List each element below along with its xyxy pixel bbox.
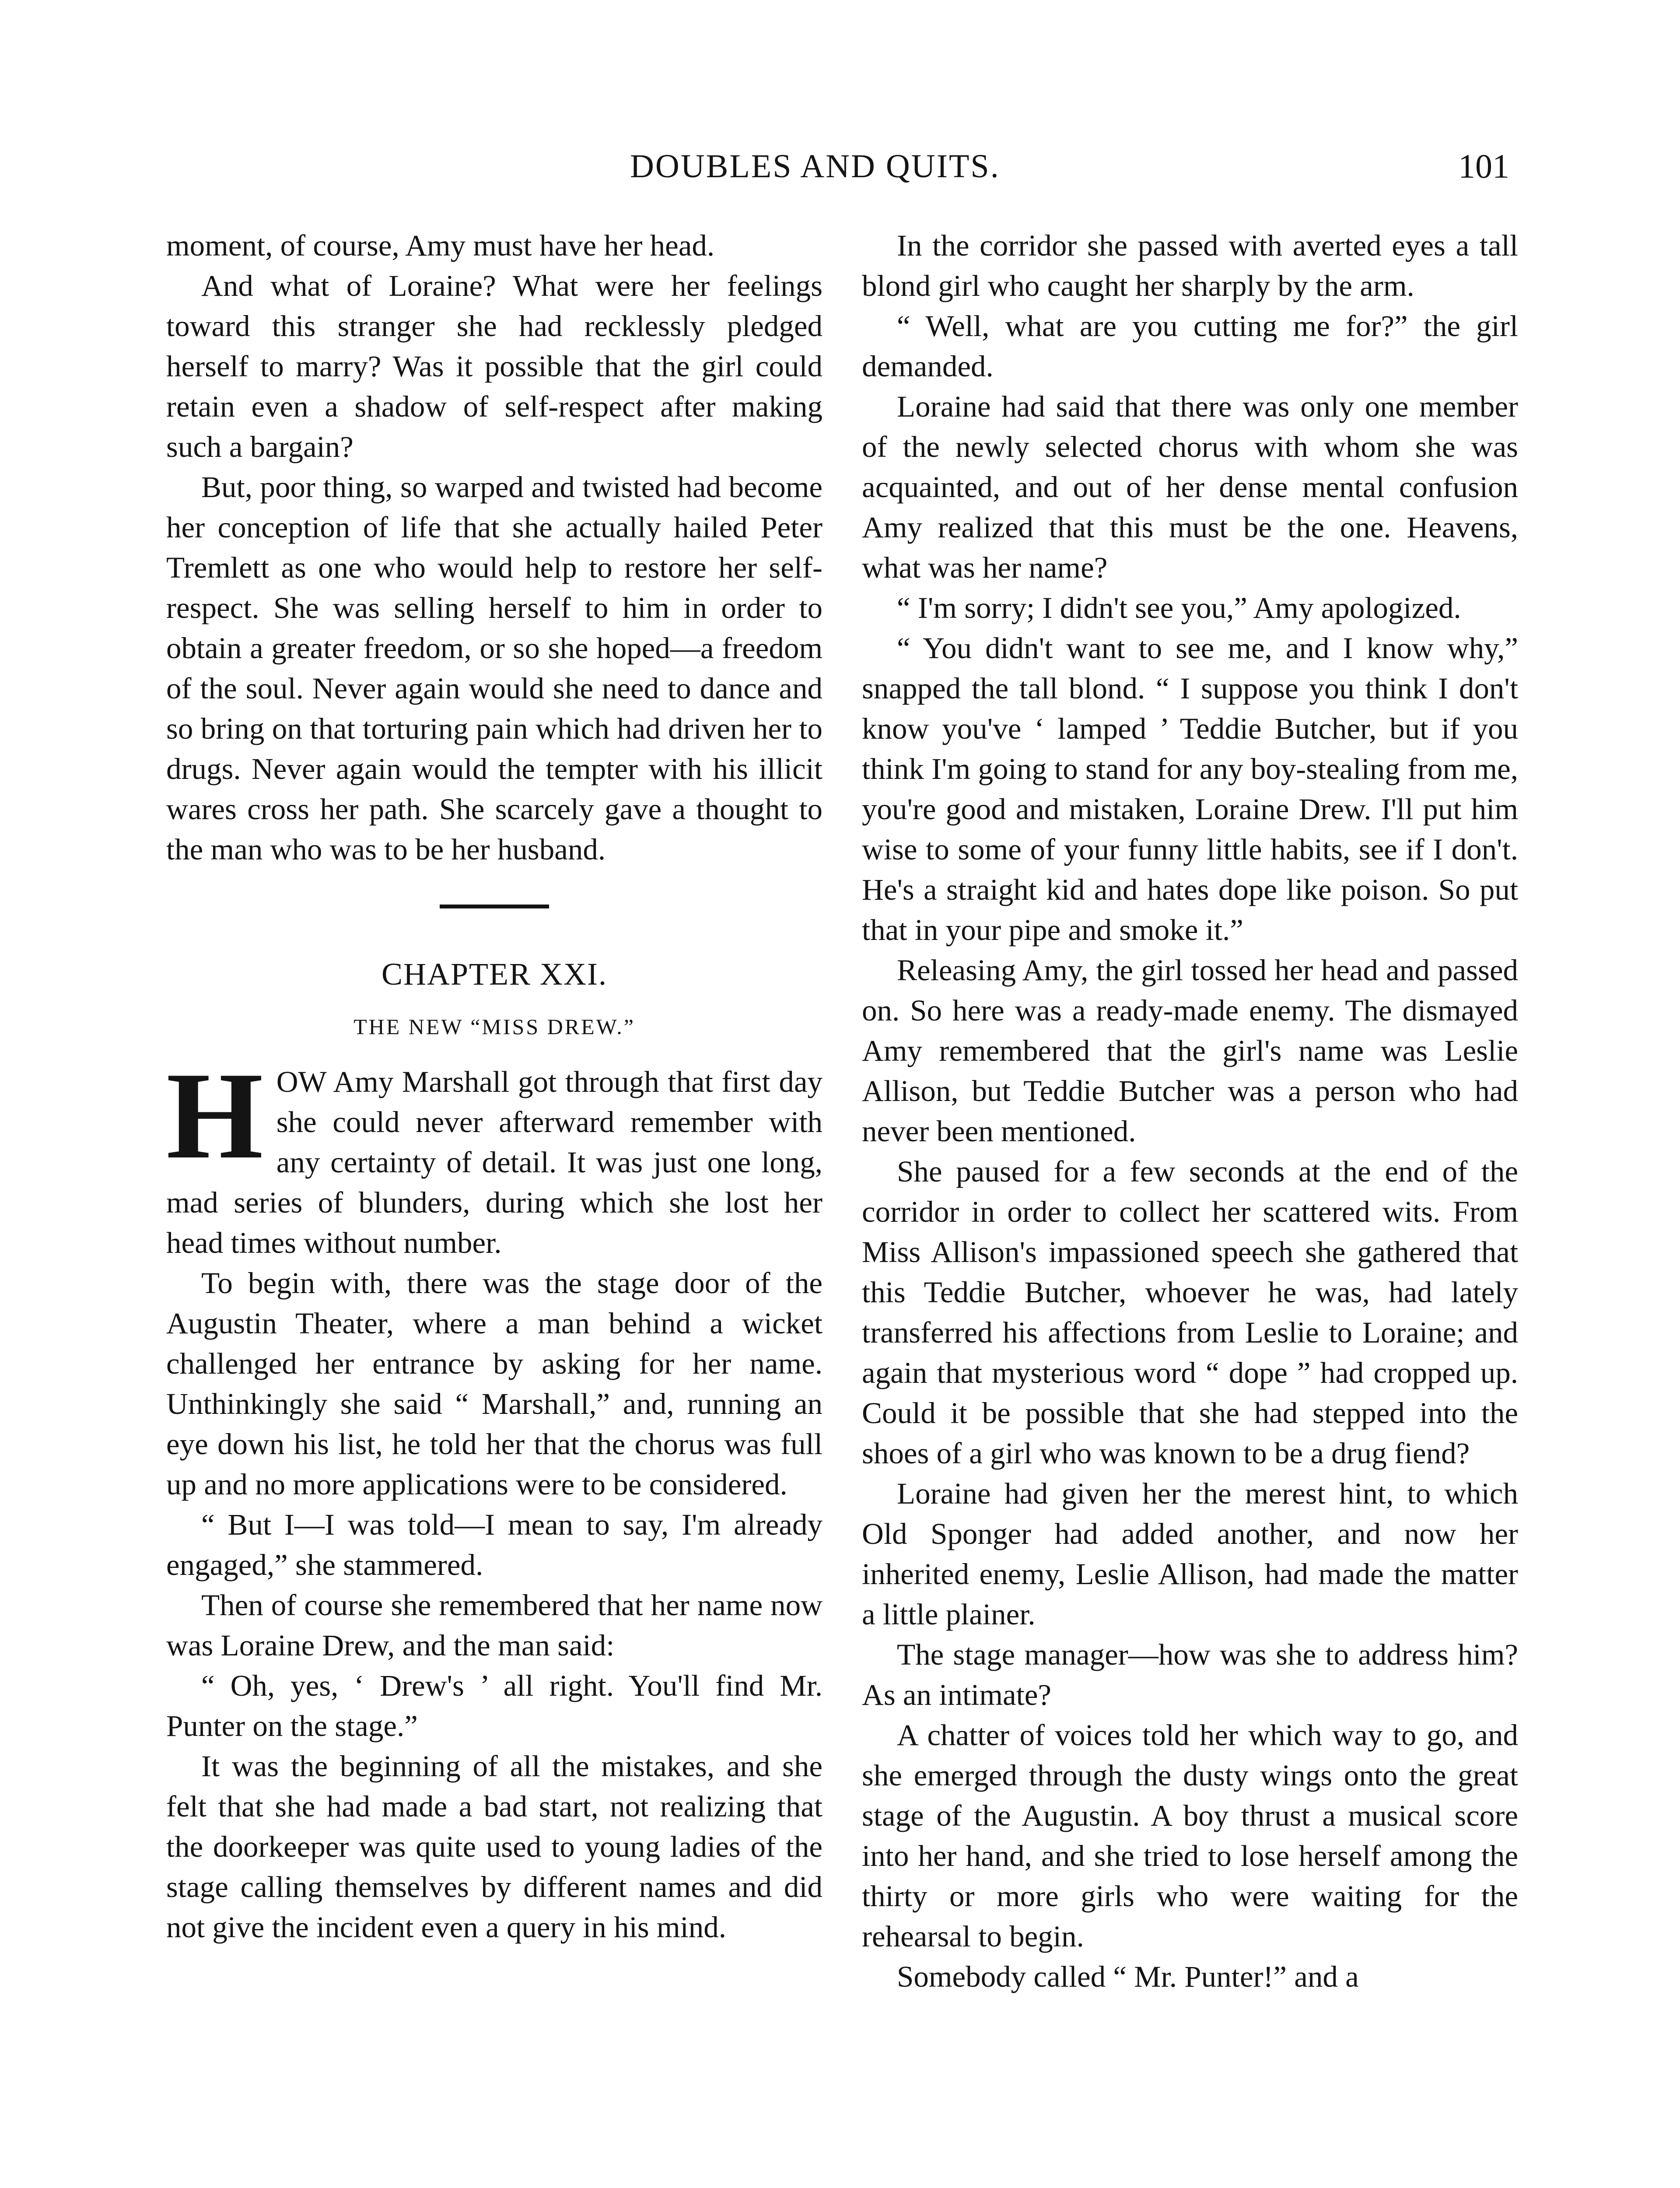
page-number: 101 [1458, 147, 1509, 185]
right-column [862, 225, 1518, 1997]
paragraph: But, poor thing, so warped and twisted had become her conception of life that she actually hailed Peter Tremlett as one who would help to restore her self-respect. She was selling herself to him in order to obtain a greater freedom, or so she hoped—a freedom of the soul. Never again would she need to dance and so bring on that torturing pain which had driven her to drugs. Never again would the tempter with his illicit wares cross her path. She scarcely gave a thought to the man who was to be her husband. [166, 470, 822, 866]
paragraph: “ But I—I was told—I mean to say, I'm already engaged,” she stammered. [166, 1508, 822, 1581]
paragraph: The stage manager—how was she to address him? As an intimate? [862, 1638, 1518, 1711]
paragraph: moment, of course, Amy must have her head. [166, 229, 715, 262]
left-column [166, 225, 822, 1947]
paragraph: “ I'm sorry; I didn't see you,” Amy apologized. [897, 591, 1461, 624]
paragraph: It was the beginning of all the mistakes, and she felt that she had made a bad start, not realizing that the doorkeeper was quite used to young ladies of the stage calling themselves by different names and did not give the incident even a query in his mind. [166, 1750, 822, 1944]
paragraph: Somebody called “ Mr. Punter!” and a [897, 1960, 1359, 1993]
page-header [166, 142, 1509, 190]
paragraph: “ Oh, yes, ‘ Drew's ’ all right. You'll find Mr. Punter on the stage.” [166, 1669, 822, 1743]
running-title: DOUBLES AND QUITS. [630, 148, 1000, 185]
paragraph: In the corridor she passed with averted eyes a tall blond girl who caught her sharply by the arm. [862, 229, 1518, 302]
chapter-subtitle: THE NEW “MISS DREW.” [354, 1014, 635, 1039]
opening-text: OW Amy Marshall got through that first day she could never afterward remember with any certainty of detail. It was just one long, mad series of blunders, during which she lost her head times without number. [166, 1065, 822, 1259]
paragraph: Releasing Amy, the girl tossed her head and passed on. So here was a ready-made enemy. The dismayed Amy remembered that the girl's name was Leslie Allison, but Teddie Butcher was a person who had never been mentioned. [862, 954, 1518, 1148]
paragraph: Loraine had given her the merest hint, to which Old Sponger had added another, and now her inherited enemy, Leslie Allison, had made the matter a little plainer. [862, 1477, 1518, 1631]
paragraph: She paused for a few seconds at the end of the corridor in order to collect her scattered wits. From Miss Allison's impassioned speech she gathered that this Teddie Butcher, whoever he was, had lately transferred his affections from Leslie to Loraine; and again that mysterious word “ dope ” had cropped up. Could it be possible that she had stepped into the shoes of a girl who was known to be a drug fiend? [862, 1155, 1518, 1470]
section-divider [440, 905, 549, 908]
drop-cap: H [166, 1046, 263, 1185]
paragraph: Then of course she remembered that her name now was Loraine Drew, and the man said: [166, 1588, 822, 1662]
chapter-opening-paragraph [166, 1046, 822, 1263]
paragraph: A chatter of voices told her which way to go, and she emerged through the dusty wings onto the great stage of the Augustin. A boy thrust a musical score into her hand, and she tried to lose herself among the thirty or more girls who were waiting for the rehearsal to begin. [862, 1718, 1518, 1953]
paragraph: To begin with, there was the stage door of the Augustin Theater, where a man behind a wicket challenged her entrance by asking for her name. Unthinkingly she said “ Marshall,” and, running an eye down his list, he told her that the chorus was full up and no more applications were to be considered. [166, 1266, 822, 1501]
chapter-title: CHAPTER XXI. [381, 957, 607, 992]
paragraph: Loraine had said that there was only one member of the newly selected chorus with whom she was acquainted, and out of her dense mental confusion Amy realized that this must be the one. Heavens, what was her name? [862, 390, 1518, 584]
paragraph: “ Well, what are you cutting me for?” the girl demanded. [862, 309, 1518, 383]
paragraph: “ You didn't want to see me, and I know why,” snapped the tall blond. “ I suppose you think I don't know you've ‘ lamped ’ Teddie Butcher, but if you think I'm going to stand for any boy-stealing from me, you're good and mistaken, Loraine Drew. I'll put him wise to some of your funny little habits, see if I don't. He's a straight kid and hates dope like poison. So put that in your pipe and smoke it.” [862, 631, 1518, 947]
paragraph: And what of Loraine? What were her feelings toward this stranger she had recklessly pledged herself to marry? Was it possible that the girl could retain even a shadow of self-respect after making such a bargain? [166, 269, 822, 463]
